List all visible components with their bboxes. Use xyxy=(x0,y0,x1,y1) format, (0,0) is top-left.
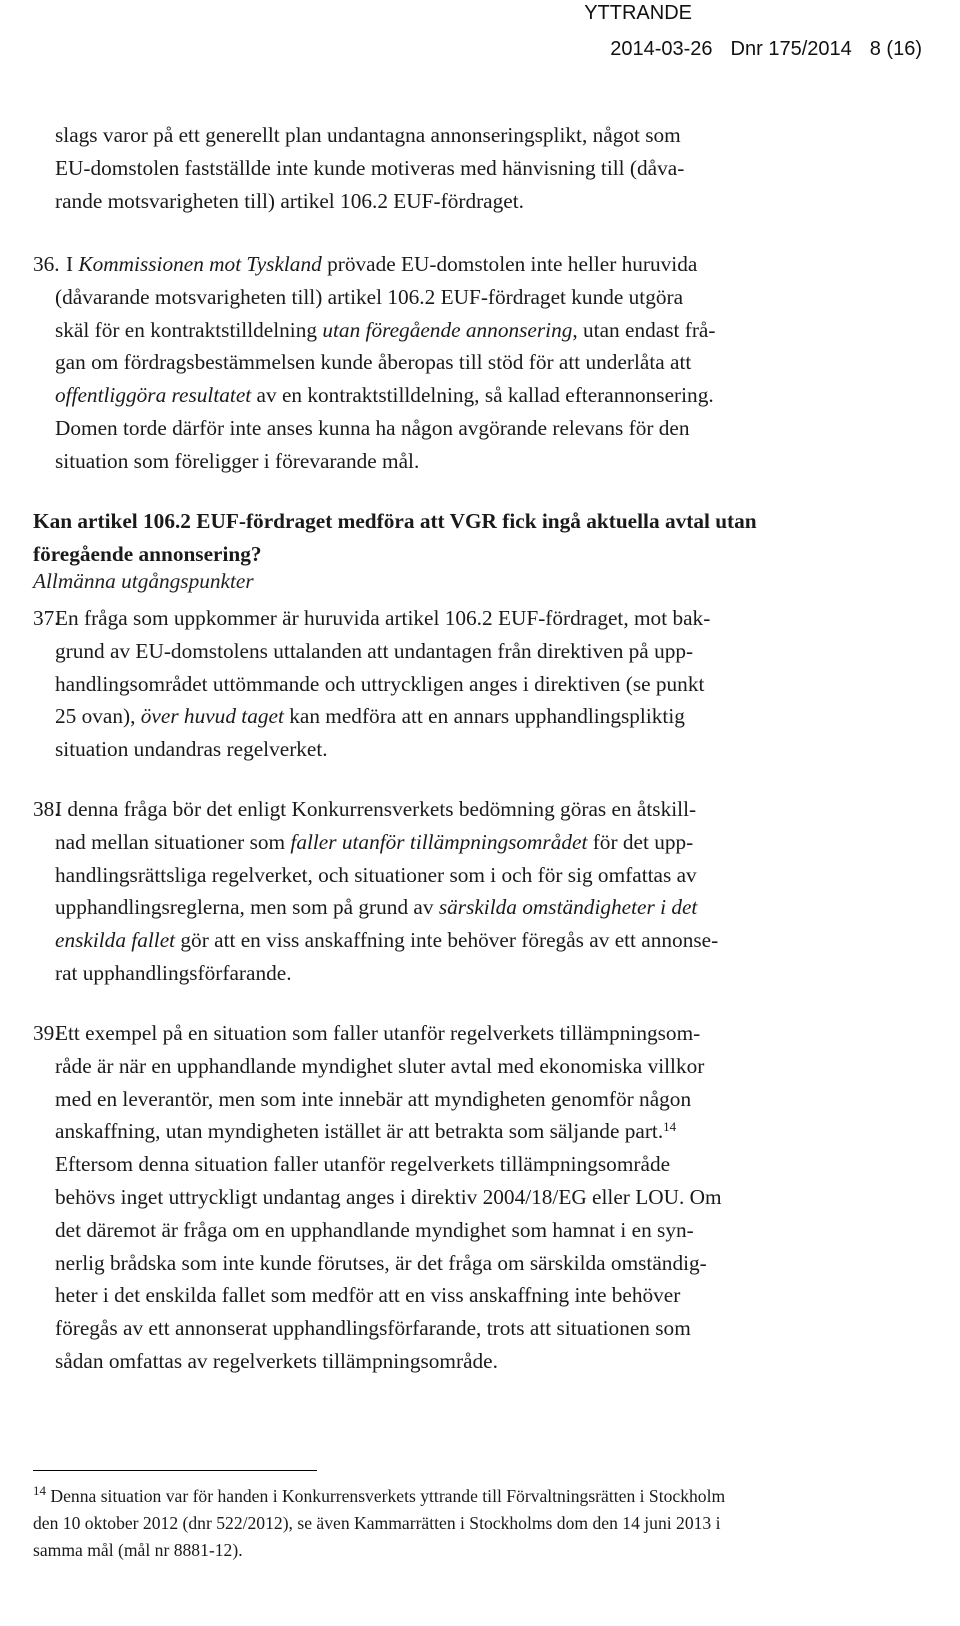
text-line: heter i det enskilda fallet som medför att en viss anskaffning inte behöver xyxy=(55,1283,681,1308)
paragraph-36 xyxy=(33,248,885,478)
text-line: handlingsområdet uttömmande och uttryckligen anges i direktiven (se punkt xyxy=(55,671,705,696)
text-line: Ett exempel på en situation som faller utanför regelverkets tillämpningsom- xyxy=(55,1021,701,1045)
text-line: det däremot är fråga om en upphandlande myndighet som hamnat i en syn- xyxy=(55,1217,694,1242)
text-line: sådan omfattas av regelverkets tillämpningsområde. xyxy=(55,1348,498,1373)
intro-paragraph xyxy=(55,119,885,217)
text-line: handlingsrättsliga regelverket, och situationer som i och för sig omfattas av xyxy=(55,862,697,887)
paragraph-number: 39. xyxy=(33,1021,60,1045)
footnote-line: den 10 oktober 2012 (dnr 522/2012), se även Kammarrätten i Stockholms dom den 14 juni 2013 i xyxy=(33,1513,721,1534)
subsection-heading: Allmänna utgångspunkter xyxy=(33,569,254,593)
text-line: rat upphandlingsförfarande. xyxy=(55,960,292,985)
text-line: rande motsvarigheten till) artikel 106.2 EUF-fördraget. xyxy=(55,188,524,213)
text-line: med en leverantör, men som inte innebär att myndigheten genomför någon xyxy=(55,1086,692,1111)
text-line: skäl för en kontraktstilldelning utan föregående annonsering, utan endast frå- xyxy=(55,317,716,342)
text-line: råde är när en upphandlande myndighet sluter avtal med ekonomiska villkor xyxy=(55,1053,705,1078)
paragraph-number: 37. xyxy=(33,606,60,630)
text-line: situation som föreligger i förevarande mål. xyxy=(55,448,420,473)
text-line: Eftersom denna situation faller utanför regelverkets tillämpningsområde xyxy=(55,1152,671,1177)
text-line: gan om fördragsbestämmelsen kunde åberopas till stöd för att underlåta att xyxy=(55,350,692,375)
text-line: enskilda fallet gör att en viss anskaffning inte behöver föregås av ett annonse- xyxy=(55,928,719,953)
text-line: grund av EU-domstolens uttalanden att undantagen från direktiven på upp- xyxy=(55,638,694,663)
paragraph-39 xyxy=(33,1017,885,1378)
text-line: situation undandras regelverket. xyxy=(55,737,328,762)
text-line: I Kommissionen mot Tyskland prövade EU-domstolen inte heller huruvida xyxy=(66,252,698,276)
text-line: föregås av ett annonserat upphandlingsförfarande, trots att situationen som xyxy=(55,1316,691,1341)
header-dnr: Dnr 175/2014 xyxy=(730,38,852,60)
header-date: 2014-03-26 xyxy=(610,38,713,60)
text-line: 25 ovan), över huvud taget kan medföra att en annars upphandlingspliktig xyxy=(55,704,685,729)
footnote-number: 14 xyxy=(33,1483,46,1498)
text-line: En fråga som uppkommer är huruvida artikel 106.2 EUF-fördraget, mot bak- xyxy=(55,606,711,630)
paragraph-number: 36. xyxy=(33,252,60,276)
header-page-number: 8 (16) xyxy=(869,38,922,60)
text-line: slags varor på ett generellt plan undantagna annonseringsplikt, något som xyxy=(55,123,681,147)
footnote xyxy=(33,1483,893,1565)
footnote-line: samma mål (mål nr 8881-12). xyxy=(33,1540,243,1561)
text-line: upphandlingsreglerna, men som på grund av särskilda omständigheter i det xyxy=(55,895,698,920)
footnote-divider xyxy=(33,1470,317,1471)
text-line: behövs inget uttryckligt undantag anges i direktiv 2004/18/EG eller LOU. Om xyxy=(55,1184,722,1209)
header-meta xyxy=(610,38,922,61)
text-line: anskaffning, utan myndigheten istället är att betrakta som säljande part.$^{14}$ xyxy=(55,1119,677,1144)
text-line: nerlig brådska som inte kunde förutses, är det fråga om särskilda omständig- xyxy=(55,1250,707,1275)
paragraph-number: 38. xyxy=(33,797,60,821)
text-line: Domen torde därför inte anses kunna ha någon avgörande relevans för den xyxy=(55,415,690,440)
document-type: YTTRANDE xyxy=(584,2,692,24)
paragraph-37 xyxy=(33,602,885,766)
footnote-line: $^{14}$ Denna situation var för handen i Konkurrensverkets yttrande till Förvaltningsrätten i Stockholm xyxy=(33,1483,726,1506)
text-line: nad mellan situationer som faller utanför tillämpningsområdet för det upp- xyxy=(55,829,694,854)
footnote-reference[interactable]: 14 xyxy=(663,1119,677,1135)
text-line: (dåvarande motsvarigheten till) artikel 106.2 EUF-fördraget kunde utgöra xyxy=(55,284,684,309)
text-line: EU-domstolen fastställde inte kunde motiveras med hänvisning till (dåva- xyxy=(55,155,685,180)
section-heading: Kan artikel 106.2 EUF-fördraget medföra att VGR fick ingå aktuella avtal utan föregående annonsering? xyxy=(33,509,757,566)
paragraph-38 xyxy=(33,793,885,990)
text-line: offentliggöra resultatet av en kontraktstilldelning, så kallad efterannonsering. xyxy=(55,383,714,408)
text-line: I denna fråga bör det enligt Konkurrensverkets bedömning göras en åtskill- xyxy=(55,797,697,821)
